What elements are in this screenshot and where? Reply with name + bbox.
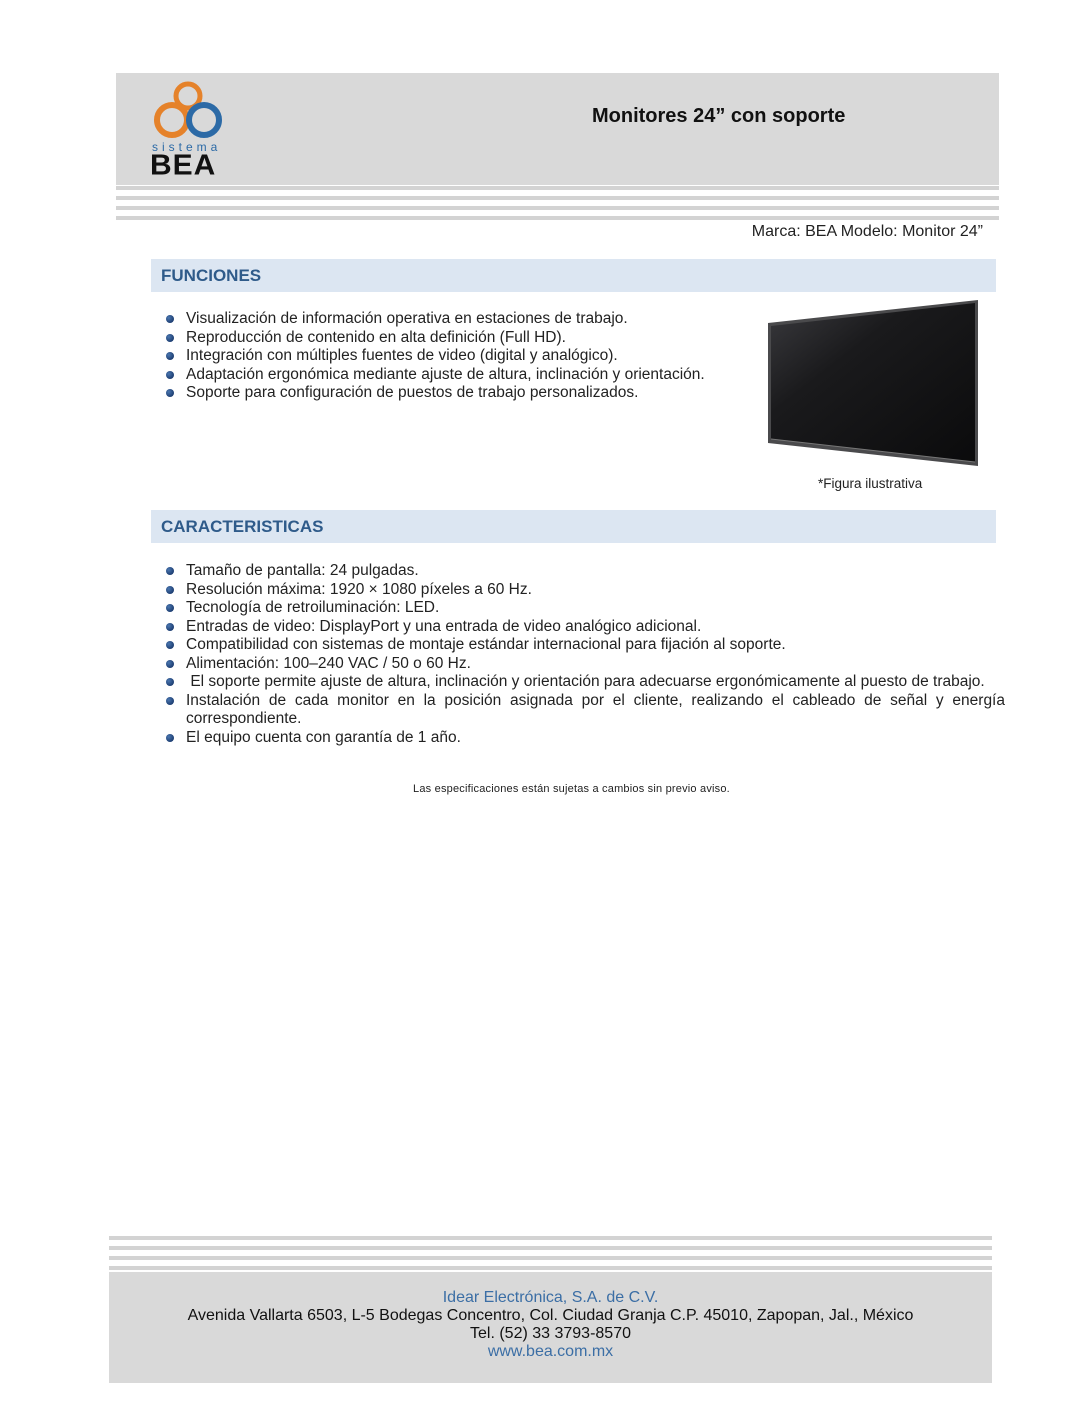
bullet-icon [166, 678, 174, 686]
logo-bea-text: BEA [150, 149, 217, 182]
bullet-icon [166, 371, 174, 379]
footer-company-name: Idear Electrónica, S.A. de C.V. [442, 1289, 659, 1306]
bullet-icon [166, 352, 174, 360]
bullet-icon [166, 334, 174, 342]
list-item: Soporte para configuración de puestos de trabajo personalizados. [152, 384, 742, 403]
list-item: Instalación de cada monitor en la posición asignada por el cliente, realizando el cableado de señal y energía correspondiente. [152, 692, 1005, 729]
bullet-icon [166, 567, 174, 575]
footer-address: Avenida Vallarta 6503, L-5 Bodegas Concentro, Col. Ciudad Granja C.P. 45010, Zapopan, Jal., México [187, 1307, 914, 1324]
list-item: Entradas de video: DisplayPort y una entrada de video analógico adicional. [152, 618, 1005, 637]
list-item: Alimentación: 100–240 VAC / 50 o 60 Hz. [152, 655, 1005, 674]
bullet-icon [166, 604, 174, 612]
caracteristicas-list [152, 562, 1005, 747]
bullet-icon [166, 586, 174, 594]
bullet-icon [166, 315, 174, 323]
bullet-icon [166, 697, 174, 705]
brand-model-line: Marca: BEA Modelo: Monitor 24” [751, 223, 983, 240]
funciones-heading: FUNCIONES [161, 266, 262, 285]
caracteristicas-section-header [151, 510, 996, 543]
caracteristicas-heading: CARACTERISTICAS [161, 517, 324, 536]
logo-sistema-text: sistema [152, 140, 222, 154]
list-item: Integración con múltiples fuentes de video (digital y analógico). [152, 347, 742, 366]
list-item: Tecnología de retroiluminación: LED. [152, 599, 1005, 618]
bullet-icon [166, 389, 174, 397]
bullet-icon [166, 641, 174, 649]
footer-phone: Tel. (52) 33 3793-8570 [470, 1325, 631, 1342]
header-banner [116, 73, 999, 185]
footer-divider-stripes [109, 1236, 992, 1270]
footer-contact-box [109, 1272, 992, 1383]
funciones-list [152, 310, 742, 403]
bullet-icon [166, 734, 174, 742]
document-title: Monitores 24” con soporte [592, 105, 846, 127]
list-item: Reproducción de contenido en alta definición (Full HD). [152, 329, 742, 348]
list-item: Tamaño de pantalla: 24 pulgadas. [152, 562, 1005, 581]
list-item: Visualización de información operativa en estaciones de trabajo. [152, 310, 742, 329]
list-item: Compatibilidad con sistemas de montaje estándar internacional para fijación al soporte. [152, 636, 1005, 655]
disclaimer-note: Las especificaciones están sujetas a cambios sin previo aviso. [413, 783, 730, 795]
bullet-icon [166, 660, 174, 668]
header-divider-stripes [116, 186, 999, 220]
list-item: Adaptación ergonómica mediante ajuste de altura, inclinación y orientación. [152, 366, 742, 385]
funciones-section-header [151, 259, 996, 292]
monitor-image [766, 298, 982, 470]
bullet-icon [166, 623, 174, 631]
list-item: El soporte permite ajuste de altura, inclinación y orientación para adecuarse ergonómicamente al puesto de trabajo. [152, 673, 1005, 692]
list-item: El equipo cuenta con garantía de 1 año. [152, 729, 1005, 748]
figure-caption: *Figura ilustrativa [818, 476, 923, 491]
list-item: Resolución máxima: 1920 × 1080 píxeles a 60 Hz. [152, 581, 1005, 600]
footer-website-link[interactable]: www.bea.com.mx [487, 1343, 614, 1360]
